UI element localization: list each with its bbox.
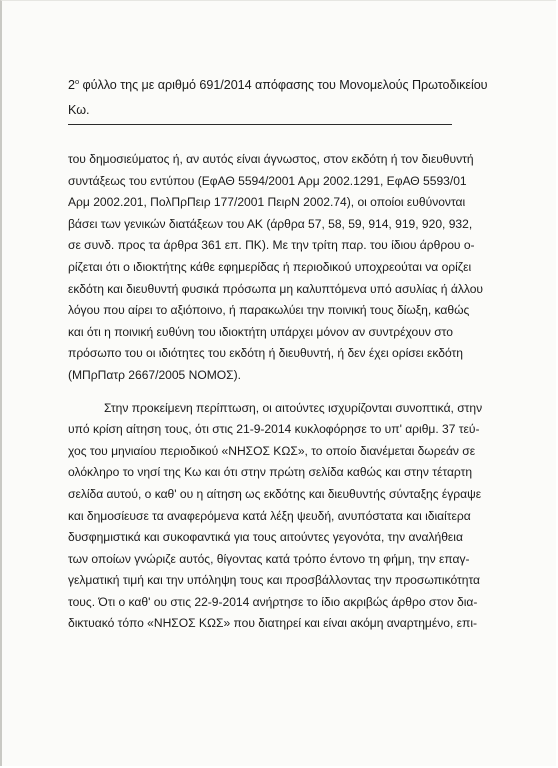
text-line: λόγου που αίρει το αξιόποινο, ή παρακωλύει την ποινική τους δίωξη, καθώς [68, 303, 470, 318]
text-line: Στην προκείμενη περίπτωση, οι αιτούντες ισχυρίζονται συνοπτικά, στην [104, 400, 483, 415]
text-line: βάσει των γενικών διατάξεων του ΑΚ (άρθρα 57, 58, 59, 914, 919, 920, 932, [68, 216, 473, 231]
sheet-number: 2 [68, 78, 75, 92]
text-line: ολόκληρο το νησί της Κω και ότι στην πρώτη σελίδα καθώς και στην τέταρτη [68, 465, 473, 480]
text-line: συντάξεως του εντύπου (ΕφΑΘ 5594/2001 Αρμ 2002.1291, ΕφΑΘ 5593/01 [68, 173, 467, 188]
paragraph-1 [68, 149, 483, 387]
header-divider [68, 124, 452, 125]
paragraph-gap [68, 387, 452, 398]
text-line: σελίδα αυτού, ο καθ' ου η αίτηση ως εκδότης και διευθυντής σύνταξης έγραψε [68, 486, 482, 501]
text-line: υπό κρίση αίτηση τους, ότι στις 21-9-2014 κυκλοφόρησε το υπ' αριθμ. 37 τεύ- [68, 422, 480, 437]
text-line: δυσφημιστικά και συκοφαντικά για τους αιτούντες γεγονότα, την αναλήθεια [68, 530, 463, 545]
text-line: σε συνδ. προς τα άρθρα 361 επ. ΠΚ). Με την τρίτη παρ. του ίδιου άρθρου ο- [68, 238, 475, 253]
text-line: πρόσωπο του οι ιδιότητες του εκδότη ή διευθυντή, ή δεν έχει ορίσει εκδότη [68, 346, 464, 361]
text-line: τους. Ότι ο καθ' ου στις 22-9-2014 ανήρτησε το ίδιο ακριβώς άρθρο στον δια- [68, 594, 478, 609]
header-text: φύλλο της με αριθμό 691/2014 απόφασης του Μονομελούς Πρωτοδικείου [79, 78, 488, 92]
sheet-header [68, 73, 488, 123]
header-line-2: Κω. [68, 103, 90, 117]
document-body [68, 149, 483, 635]
header-line-1 [68, 73, 488, 98]
text-line: γελματική τιμή και την υπόληψη τους και προσβάλλοντας την προσωπικότητα [68, 573, 481, 588]
text-line: (ΜΠρΠατρ 2667/2005 ΝΟΜΟΣ). [68, 367, 241, 382]
text-line: Αρμ 2002.201, ΠολΠρΠειρ 177/2001 ΠειρΝ 2002.74), οι οποίοι ευθύνονται [68, 195, 466, 210]
text-line: των οποίων γνώριζε αυτός, θίγοντας κατά τρόπο έντονο τη φήμη, την επαγ- [68, 551, 470, 566]
text-line: του δημοσιεύματος ή, αν αυτός είναι άγνωστος, στον εκδότη ή τον διευθυντή [68, 152, 474, 166]
text-line: ρίζεται ότι ο ιδιοκτήτης κάθε εφημερίδας ή περιοδικού υποχρεούται να ορίζει [68, 259, 472, 274]
paragraph-2 [68, 398, 483, 636]
text-line: εκδότη και διευθυντή φυσικά πρόσωπα μη καλυπτόμενα υπό ασυλίας ή άλλου [68, 281, 483, 296]
text-line: δικτυακό τόπο «ΝΗΣΟΣ ΚΩΣ» που διατηρεί και είναι ακόμη αναρτημένο, επι- [68, 616, 478, 631]
text-line: και δημοσίευσε τα αναφερόμενα κατά λέξη ψευδή, ανυπόστατα και ιδιαίτερα [68, 508, 471, 523]
text-line: χος του μηνιαίου περιοδικού «ΝΗΣΟΣ ΚΩΣ», το οποίο διανέμεται δωρεάν σε [68, 443, 476, 458]
text-line: και ότι η ποινική ευθύνη του ιδιοκτήτη υπάρχει μόνον αν συντρέχουν στο [68, 324, 453, 339]
sheet-number-superscript: ο [74, 77, 80, 86]
